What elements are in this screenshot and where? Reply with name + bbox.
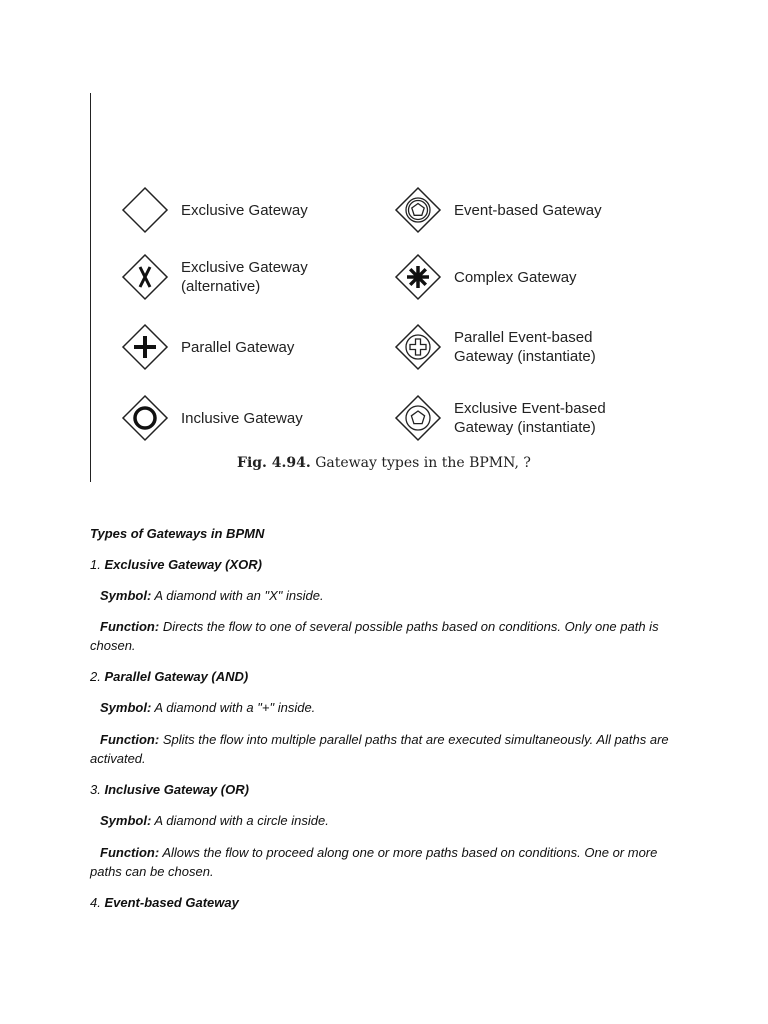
gateway-inclusive <box>121 392 303 444</box>
gateway-parallel-event-based <box>394 321 596 373</box>
event-based-gateway-icon <box>394 186 442 234</box>
gateway-label: Exclusive Gateway (alternative) <box>181 259 308 295</box>
gateway-complex <box>394 251 577 303</box>
gateway-label: Inclusive Gateway <box>181 409 303 427</box>
section-function: Function: Directs the flow to one of several possible paths based on conditions. Only one path is chosen. <box>90 619 659 653</box>
gateway-event-based <box>394 184 602 236</box>
x-diamond-icon <box>121 253 169 301</box>
gateway-parallel <box>121 321 294 373</box>
section-title: 4. Event-based Gateway <box>90 895 239 910</box>
exclusive-event-based-icon <box>394 394 442 442</box>
section-symbol: Symbol: A diamond with a "+" inside. <box>100 700 316 715</box>
section-symbol: Symbol: A diamond with a circle inside. <box>100 813 329 828</box>
asterisk-diamond-icon <box>394 253 442 301</box>
gateway-exclusive-alternative <box>121 251 308 303</box>
gateway-exclusive <box>121 184 308 236</box>
gateway-label: Parallel Event-based Gateway (instantiate) <box>454 329 596 365</box>
figure-caption: Fig. 4.94. Gateway types in the BPMN, ? <box>237 455 531 471</box>
section-symbol: Symbol: A diamond with an "X" inside. <box>100 588 324 603</box>
figure-left-border <box>90 93 91 482</box>
gateway-label: Parallel Gateway <box>181 338 295 356</box>
plus-diamond-icon <box>121 323 169 371</box>
circle-diamond-icon <box>121 394 169 442</box>
gateway-label: Exclusive Event-based Gateway (instantiate) <box>454 400 606 436</box>
section-title: 3. Inclusive Gateway (OR) <box>90 782 249 797</box>
section-title: 1. Exclusive Gateway (XOR) <box>90 557 262 572</box>
gateway-label: Complex Gateway <box>454 268 577 286</box>
section-function: Function: Splits the flow into multiple parallel paths that are executed simultaneously. All paths are activated. <box>90 732 669 766</box>
gateway-label: Event-based Gateway <box>454 201 602 219</box>
section-function: Function: Allows the flow to proceed along one or more paths based on conditions. One or more paths can be chosen. <box>90 845 658 879</box>
section-title: 2. Parallel Gateway (AND) <box>90 669 249 684</box>
empty-diamond-icon <box>121 186 169 234</box>
gateway-exclusive-event-based <box>394 392 606 444</box>
gateway-label: Exclusive Gateway <box>181 201 308 219</box>
doc-heading: Types of Gateways in BPMN <box>90 526 265 541</box>
parallel-event-based-icon <box>394 323 442 371</box>
